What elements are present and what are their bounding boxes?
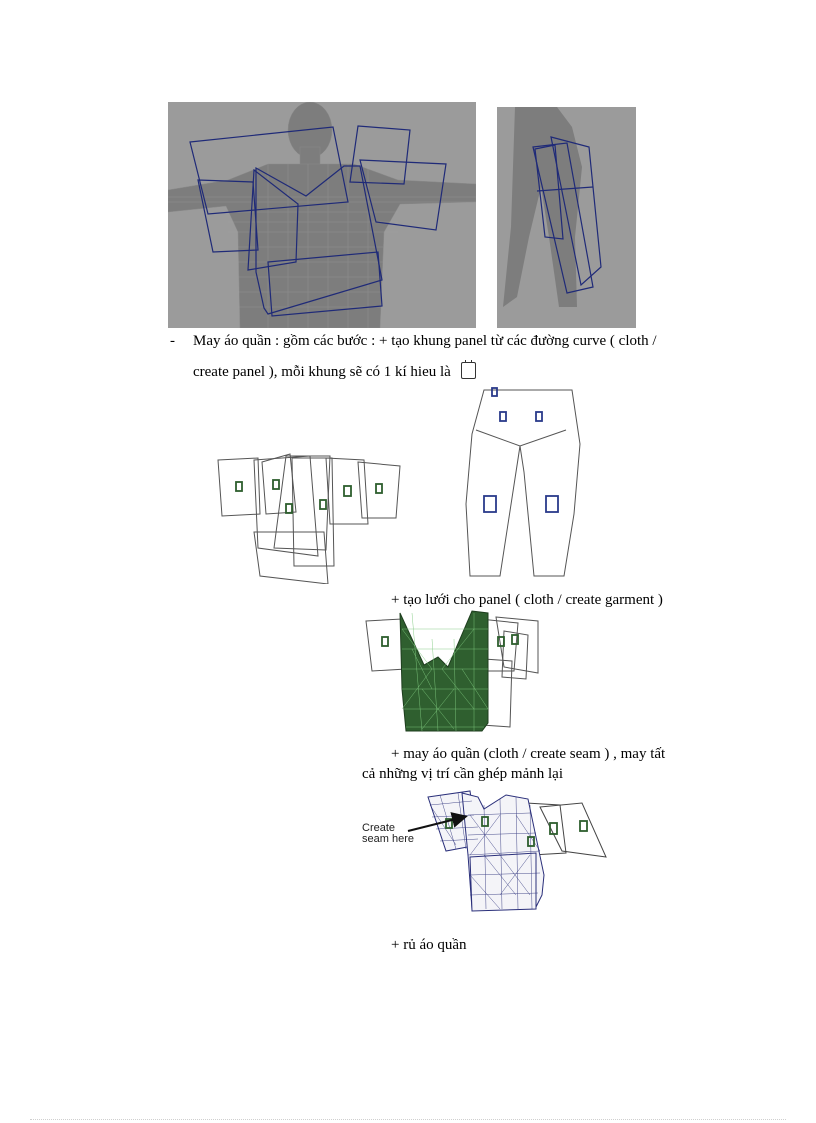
front-shirt-wireframe xyxy=(168,102,476,328)
side-pants-svg xyxy=(497,107,636,328)
seam-diagram xyxy=(360,785,616,925)
step-create-seam-2: cả những vị trí cần ghép mảnh lại xyxy=(362,766,563,782)
shirt-panels-diagram xyxy=(214,452,404,584)
step-create-garment: + tạo lưới cho panel ( cloth / create garment ) xyxy=(391,592,663,608)
intro-line-2 xyxy=(193,362,476,382)
pants-panels-svg xyxy=(462,384,582,580)
step-drape-clothes: + rủ áo quần xyxy=(391,937,467,953)
garment-mesh-diagram xyxy=(362,609,552,738)
seam-label-line2: seam here xyxy=(362,833,414,845)
front-shirt-svg xyxy=(168,102,476,328)
panel-symbol-icon xyxy=(461,362,476,379)
pants-panels-diagram xyxy=(462,384,582,580)
seam-svg xyxy=(360,785,616,925)
garment-mesh-svg xyxy=(362,609,552,738)
seam-label-line1: Create xyxy=(362,822,396,834)
intro-line-2-text: create panel ), mỗi khung sẽ có 1 kí hieu là xyxy=(193,364,451,380)
side-pants-wireframe xyxy=(497,107,636,328)
shirt-panels-svg xyxy=(214,452,404,584)
intro-line-1: May áo quần : gồm các bước : + tạo khung panel từ các đường curve ( cloth / xyxy=(193,333,657,349)
bullet-dash: - xyxy=(170,333,175,349)
page-footer-divider xyxy=(30,1119,786,1120)
step-create-seam-1: + may áo quần (cloth / create seam ) , may tất xyxy=(391,746,666,762)
